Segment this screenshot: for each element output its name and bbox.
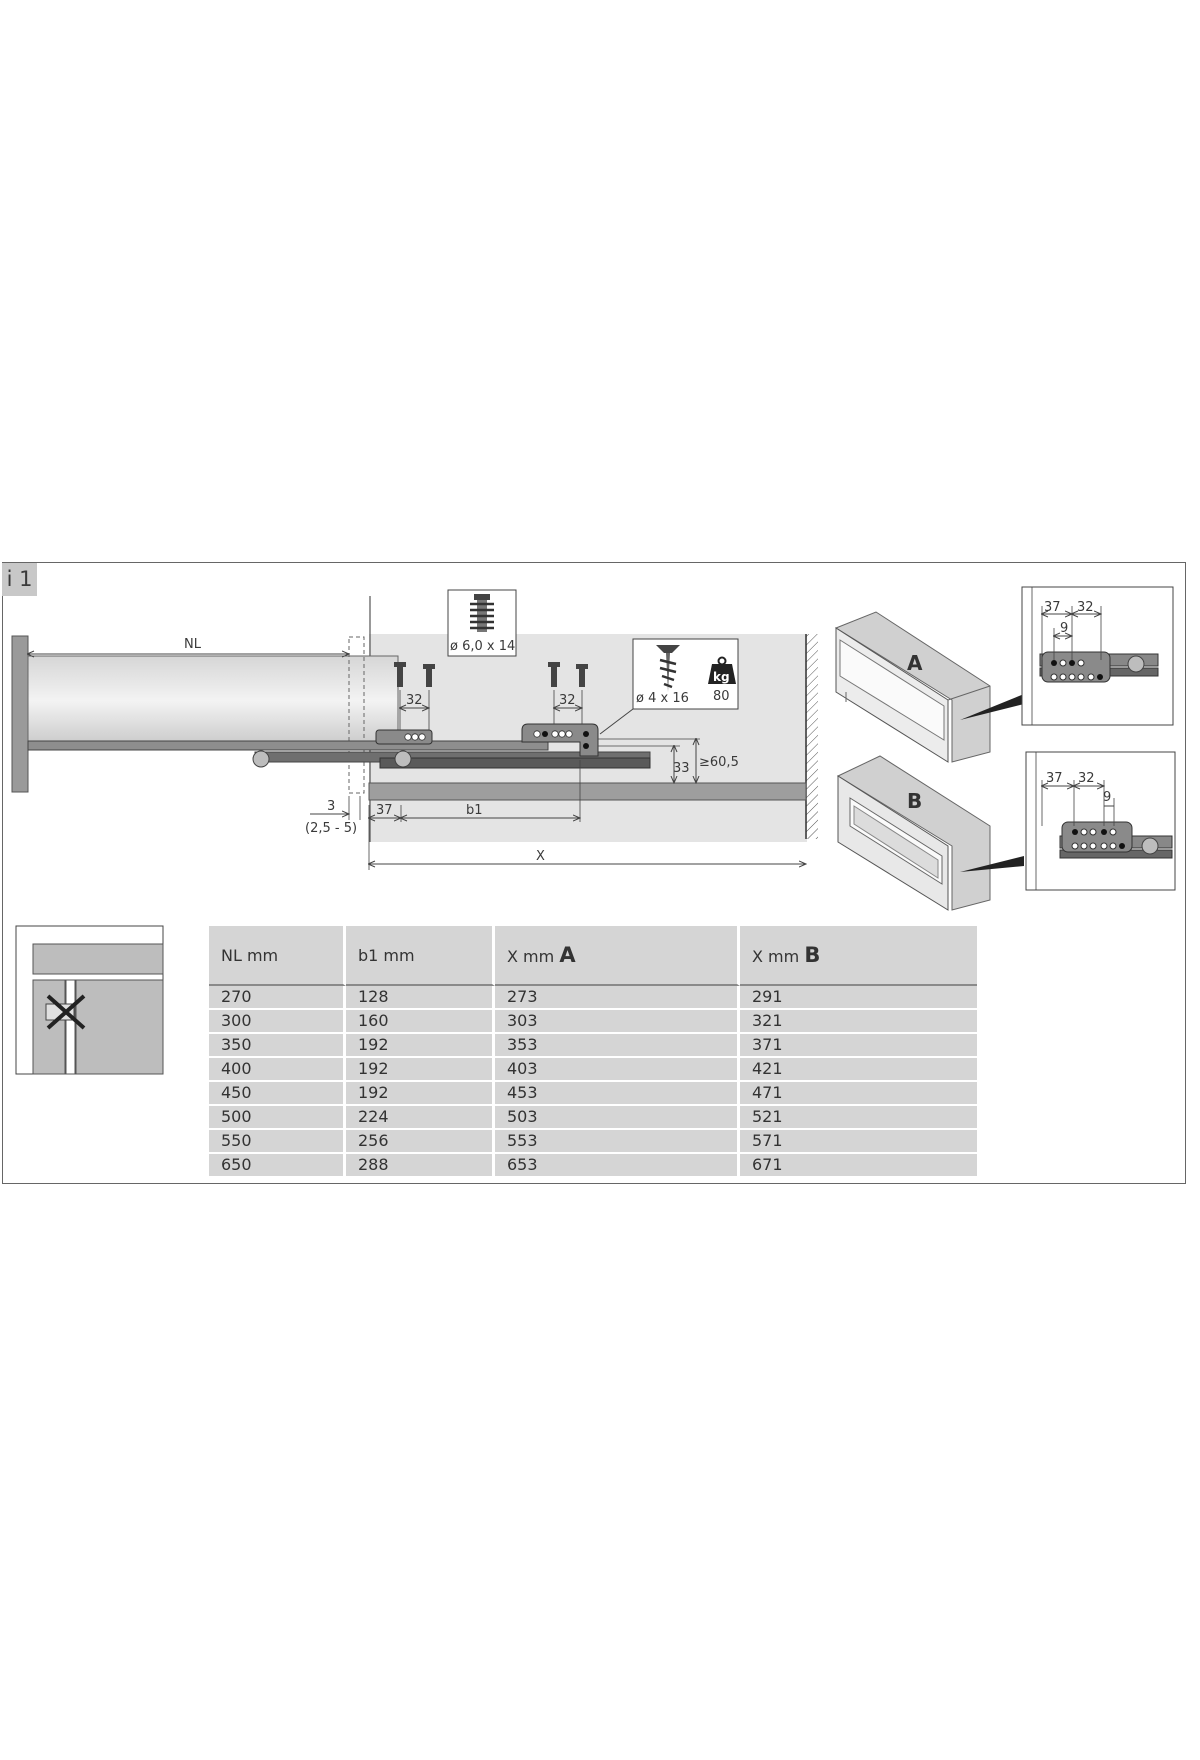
cell-x-a: 503 xyxy=(495,1106,740,1130)
cell-x-b: 521 xyxy=(740,1106,977,1130)
screw2-label: ø 4 x 16 xyxy=(636,691,689,706)
cell-x-b: 671 xyxy=(740,1154,977,1176)
screw1-label: ø 6,0 x 14 xyxy=(450,639,516,654)
figure-tag: i 1 xyxy=(2,563,37,596)
cell-x-a: 403 xyxy=(495,1058,740,1082)
drawer-front xyxy=(12,636,28,792)
load-label: 80 xyxy=(713,689,730,704)
cell-b1: 192 xyxy=(346,1082,495,1106)
cell-x-b: 571 xyxy=(740,1130,977,1154)
cell-x-b: 291 xyxy=(740,986,977,1010)
cell-b1: 128 xyxy=(346,986,495,1010)
cell-nl: 270 xyxy=(209,986,346,1010)
cell-nl: 300 xyxy=(209,1010,346,1034)
cell-x-a: 553 xyxy=(495,1130,740,1154)
cabinet-shelf xyxy=(369,783,806,800)
back-wall xyxy=(806,634,818,839)
header-x-b: X mm B xyxy=(740,926,977,986)
header-b1: b1 mm xyxy=(346,926,495,986)
cell-nl: 500 xyxy=(209,1106,346,1130)
cell-x-a: 353 xyxy=(495,1034,740,1058)
cell-nl: 550 xyxy=(209,1130,346,1154)
cell-b1: 192 xyxy=(346,1058,495,1082)
cell-b1: 256 xyxy=(346,1130,495,1154)
dim-37: 37 xyxy=(376,803,393,818)
cell-x-b: 321 xyxy=(740,1010,977,1034)
drawer-body xyxy=(28,656,398,746)
dim-33: 33 xyxy=(673,761,690,776)
runner-rail-upper xyxy=(28,741,548,750)
table-row xyxy=(209,1154,977,1176)
detail-a-dim-32: 32 xyxy=(1077,600,1094,615)
cell-x-a: 653 xyxy=(495,1154,740,1176)
dim-min-height: ≥60,5 xyxy=(699,755,739,770)
cell-nl: 450 xyxy=(209,1082,346,1106)
detail-a-dim-37: 37 xyxy=(1044,600,1061,615)
cell-x-a: 303 xyxy=(495,1010,740,1034)
cell-x-b: 421 xyxy=(740,1058,977,1082)
header-nl: NL mm xyxy=(209,926,346,986)
cell-x-b: 471 xyxy=(740,1082,977,1106)
dim-32-front: 32 xyxy=(406,693,423,708)
variant-a-label: A xyxy=(907,651,923,675)
header-x-a: X mm A xyxy=(495,926,740,986)
variant-b-view xyxy=(838,756,990,910)
runner-rail-inner xyxy=(380,758,650,768)
cell-b1: 160 xyxy=(346,1010,495,1034)
variant-b-label: B xyxy=(907,789,923,813)
dim-32-rear: 32 xyxy=(559,693,576,708)
detail-b-dim-37: 37 xyxy=(1046,771,1063,786)
detail-b-dim-32: 32 xyxy=(1078,771,1095,786)
dim-x: X xyxy=(536,849,545,864)
kg-label: kg xyxy=(713,670,730,684)
cell-b1: 192 xyxy=(346,1034,495,1058)
cell-x-b: 371 xyxy=(740,1034,977,1058)
not-allowed-illustration xyxy=(16,926,163,1074)
cell-b1: 288 xyxy=(346,1154,495,1176)
dim-b1: b1 xyxy=(466,803,483,818)
table-header-row xyxy=(209,926,977,986)
cell-x-a: 273 xyxy=(495,986,740,1010)
nl-dimension-label: NL xyxy=(184,637,201,652)
table-row xyxy=(209,1034,977,1058)
cell-nl: 650 xyxy=(209,1154,346,1176)
table-row xyxy=(209,1082,977,1106)
table-row xyxy=(209,1106,977,1130)
cell-b1: 224 xyxy=(346,1106,495,1130)
cell-nl: 350 xyxy=(209,1034,346,1058)
runner-roller-left xyxy=(253,751,269,767)
dim-3: 3 xyxy=(327,799,336,814)
detail-b-dim-9: 9 xyxy=(1103,790,1112,805)
table-row xyxy=(209,1010,977,1034)
runner-roller-right xyxy=(395,751,411,767)
detail-a-dim-9: 9 xyxy=(1060,621,1069,636)
dimension-table xyxy=(209,926,977,1176)
table-row xyxy=(209,986,977,1010)
cell-x-a: 453 xyxy=(495,1082,740,1106)
cell-nl: 400 xyxy=(209,1058,346,1082)
table-row xyxy=(209,1058,977,1082)
dim-3-range: (2,5 - 5) xyxy=(305,821,358,836)
variant-a-view xyxy=(836,612,990,762)
table-row xyxy=(209,1130,977,1154)
